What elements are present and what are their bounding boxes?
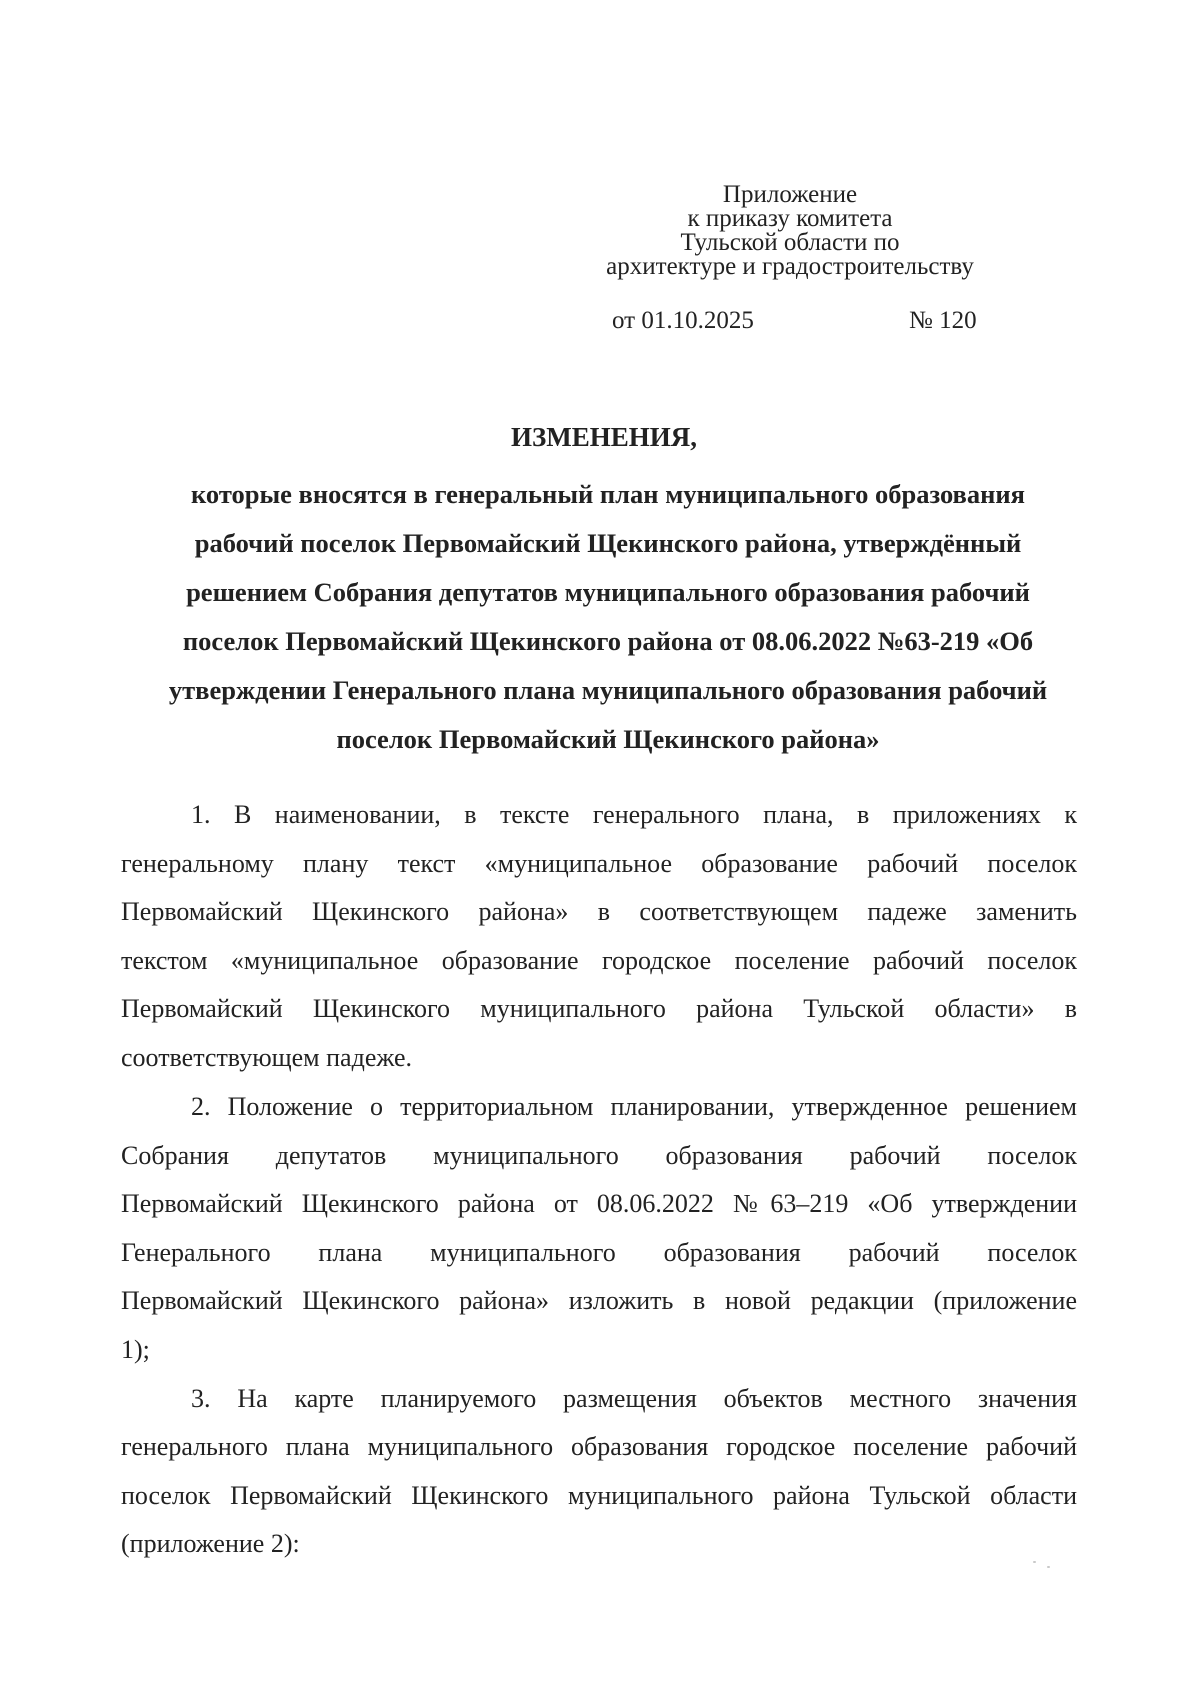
scan-speck xyxy=(1047,1566,1050,1568)
subtitle-line: поселок Первомайский Щекинского района» xyxy=(336,724,880,754)
paragraph-3-line: поселок Первомайский Щекинского муниципального района Тульской области xyxy=(121,1481,1077,1510)
paragraph-3-line: генерального плана муниципального образования городское поселение рабочий xyxy=(121,1432,1077,1461)
subtitle-line: решением Собрания депутатов муниципального образования рабочий xyxy=(186,577,1030,607)
subtitle-line: рабочий поселок Первомайский Щекинского района, утверждённый xyxy=(194,528,1022,558)
paragraph-3-line: 3. На карте планируемого размещения объектов местного значения xyxy=(191,1384,1077,1413)
paragraph-3-line: (приложение 2): xyxy=(121,1529,300,1558)
appendix-line: архитектуре и градостроительству xyxy=(606,253,974,280)
scan-speck xyxy=(1033,1561,1036,1563)
paragraph-1-line: Первомайский Щекинского района» в соответствующем падеже заменить xyxy=(121,897,1077,926)
appendix-block xyxy=(560,183,1020,279)
document-subtitle xyxy=(140,470,1076,764)
paragraph-2-line: 1); xyxy=(121,1335,150,1364)
subtitle-line: поселок Первомайский Щекинского района от 08.06.2022 №63-219 «Об xyxy=(182,626,1034,656)
paragraph-2-line: Первомайский Щекинского района» изложить в новой редакции (приложение xyxy=(121,1286,1077,1315)
appendix-line: к приказу комитета xyxy=(687,205,893,232)
paragraph-1-line: соответствующем падеже. xyxy=(121,1043,413,1072)
paragraph-1-line: текстом «муниципальное образование городское поселение рабочий поселок xyxy=(121,946,1077,975)
paragraph-2-line: 2. Положение о территориальном планировании, утвержденное решением xyxy=(191,1092,1077,1121)
document-title: ИЗМЕНЕНИЯ, xyxy=(510,422,697,452)
subtitle-line: утверждении Генерального плана муниципального образования рабочий xyxy=(168,675,1048,705)
order-date: от 01.10.2025 xyxy=(612,307,754,334)
paragraph-1-line: Первомайский Щекинского муниципального района Тульской области» в xyxy=(121,994,1077,1023)
appendix-line: Тульской области по xyxy=(680,229,900,256)
paragraph-2-line: Первомайский Щекинского района от 08.06.2022 №63–219 «Об утверждении xyxy=(121,1189,1077,1218)
paragraph-2-line: Собрания депутатов муниципального образования рабочий поселок xyxy=(121,1141,1077,1170)
paragraph-1-line: 1. В наименовании, в тексте генерального плана, в приложениях к xyxy=(191,800,1077,829)
paragraph-2-line: Генерального плана муниципального образования рабочий поселок xyxy=(121,1238,1077,1267)
paragraph-1-line: генеральному плану текст «муниципальное образование рабочий поселок xyxy=(121,849,1077,878)
appendix-line: Приложение xyxy=(722,181,858,208)
subtitle-line: которые вносятся в генеральный план муниципального образования xyxy=(191,479,1025,509)
order-number: № 120 xyxy=(909,307,977,334)
